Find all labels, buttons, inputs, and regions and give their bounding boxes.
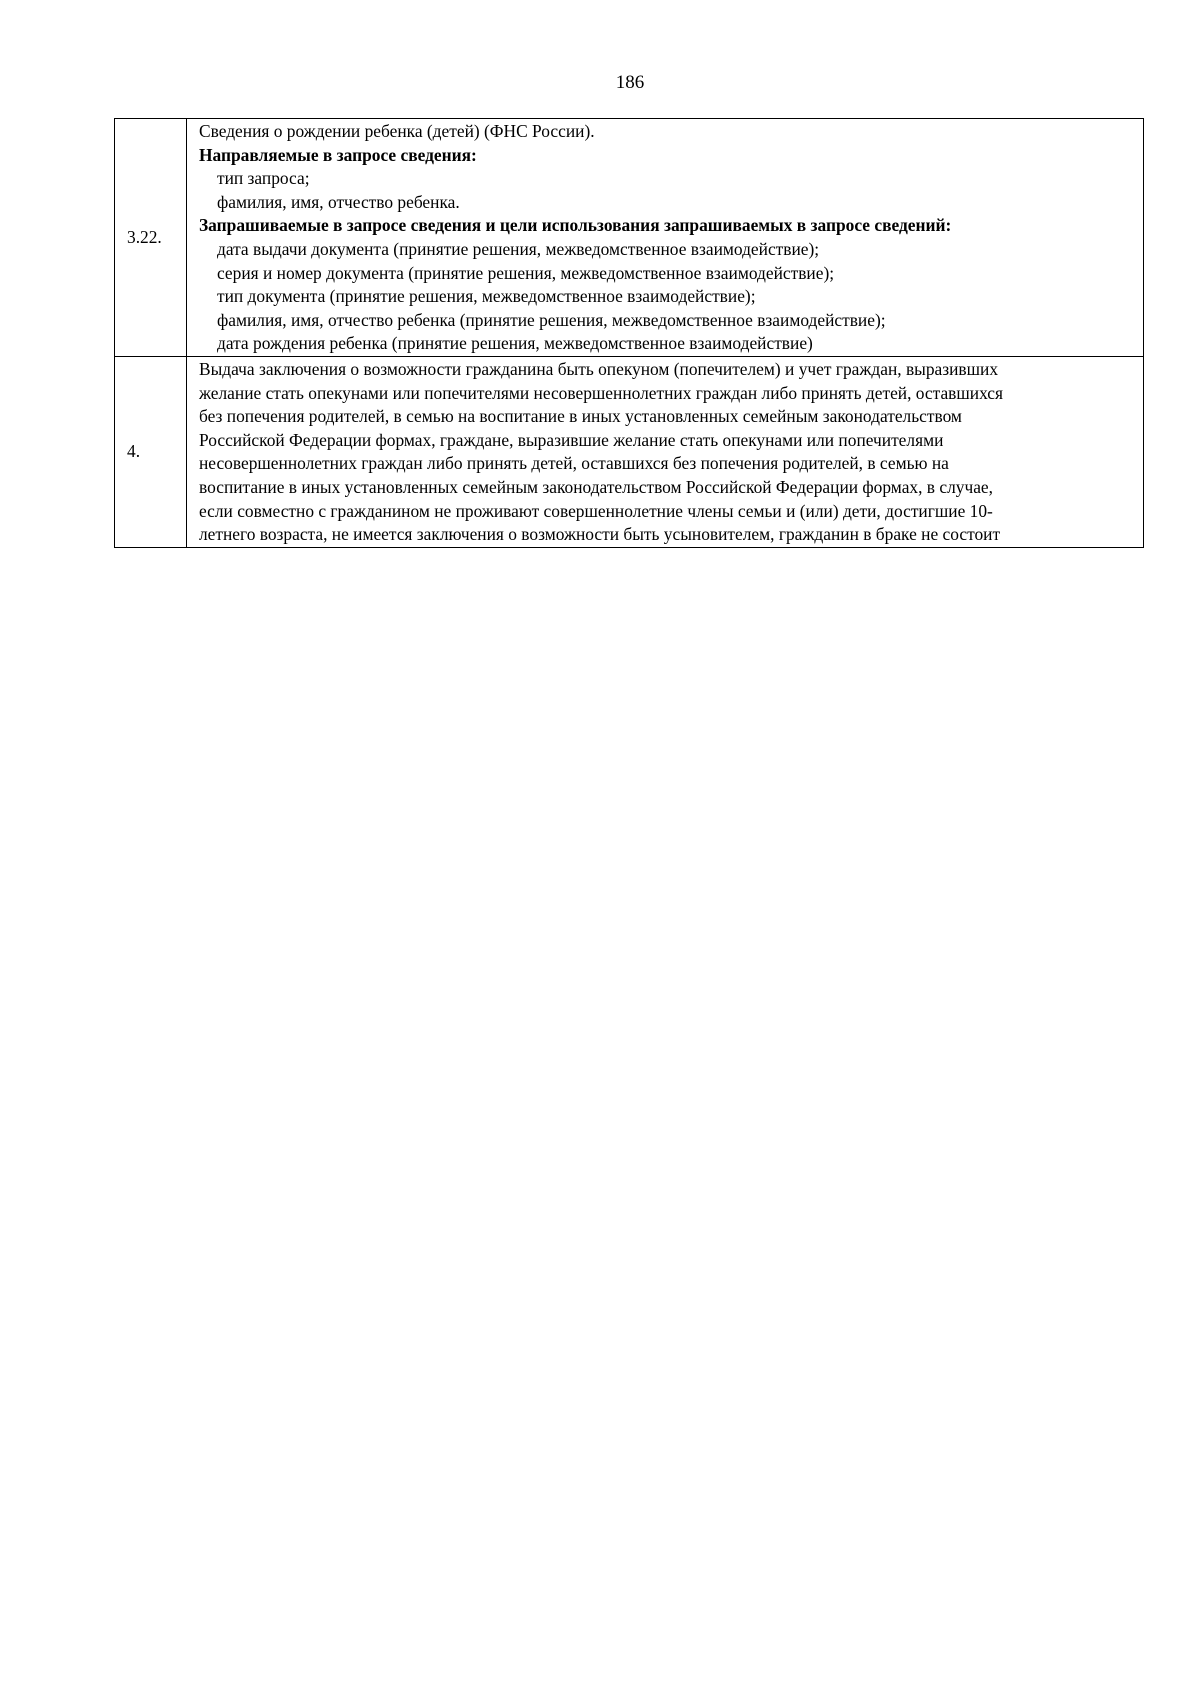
list-item: тип документа (принятие решения, межведомственное взаимодействие); bbox=[217, 286, 756, 307]
list-item: фамилия, имя, отчество ребенка (принятие решения, межведомственное взаимодействие); bbox=[217, 309, 886, 330]
paragraph-line: Выдача заключения о возможности гражданина быть опекуном (попечителем) и учет граждан, выразивших bbox=[199, 358, 999, 379]
list-item: серия и номер документа (принятие решения, межведомственное взаимодействие); bbox=[217, 262, 835, 283]
paragraph-line: если совместно с гражданином не проживают совершеннолетние члены семьи и (или) дети, достигшие 10- bbox=[199, 500, 993, 521]
services-table bbox=[114, 118, 1144, 548]
paragraph-line: воспитание в иных установленных семейным законодательством Российской Федерации формах, в случае, bbox=[199, 476, 993, 497]
sent-heading: Направляемые в запросе сведения: bbox=[199, 144, 477, 165]
row-title: Сведения о рождении ребенка (детей) (ФНС России). bbox=[199, 121, 595, 141]
list-item: дата рождения ребенка (принятие решения, межведомственное взаимодействие) bbox=[217, 333, 813, 354]
list-item: дата выдачи документа (принятие решения, межведомственное взаимодействие); bbox=[217, 238, 820, 259]
table-row bbox=[115, 356, 1144, 547]
paragraph-line: желание стать опекунами или попечителями несовершеннолетних граждан либо принять детей, оставшихся bbox=[199, 382, 1003, 403]
list-item: тип запроса; bbox=[217, 168, 310, 189]
paragraph-line: Российской Федерации формах, граждане, выразившие желание стать опекунами или попечителями bbox=[199, 429, 944, 450]
row-content bbox=[187, 119, 1144, 357]
row-number: 3.22. bbox=[115, 119, 187, 357]
paragraph-line: без попечения родителей, в семью на воспитание в иных установленных семейным законодательством bbox=[199, 406, 962, 427]
paragraph-line: летнего возраста, не имеется заключения о возможности быть усыновителем, гражданин в браке не состоит bbox=[199, 524, 1001, 545]
page-number: 186 bbox=[615, 72, 645, 93]
table-row bbox=[115, 119, 1144, 357]
row-number: 4. bbox=[115, 356, 187, 547]
requested-heading: Запрашиваемые в запросе сведения и цели использования запрашиваемых в запросе сведений: bbox=[199, 215, 952, 236]
row-content bbox=[187, 356, 1144, 547]
list-item: фамилия, имя, отчество ребенка. bbox=[217, 191, 460, 212]
paragraph-line: несовершеннолетних граждан либо принять детей, оставшихся без попечения родителей, в семью на bbox=[199, 453, 949, 474]
